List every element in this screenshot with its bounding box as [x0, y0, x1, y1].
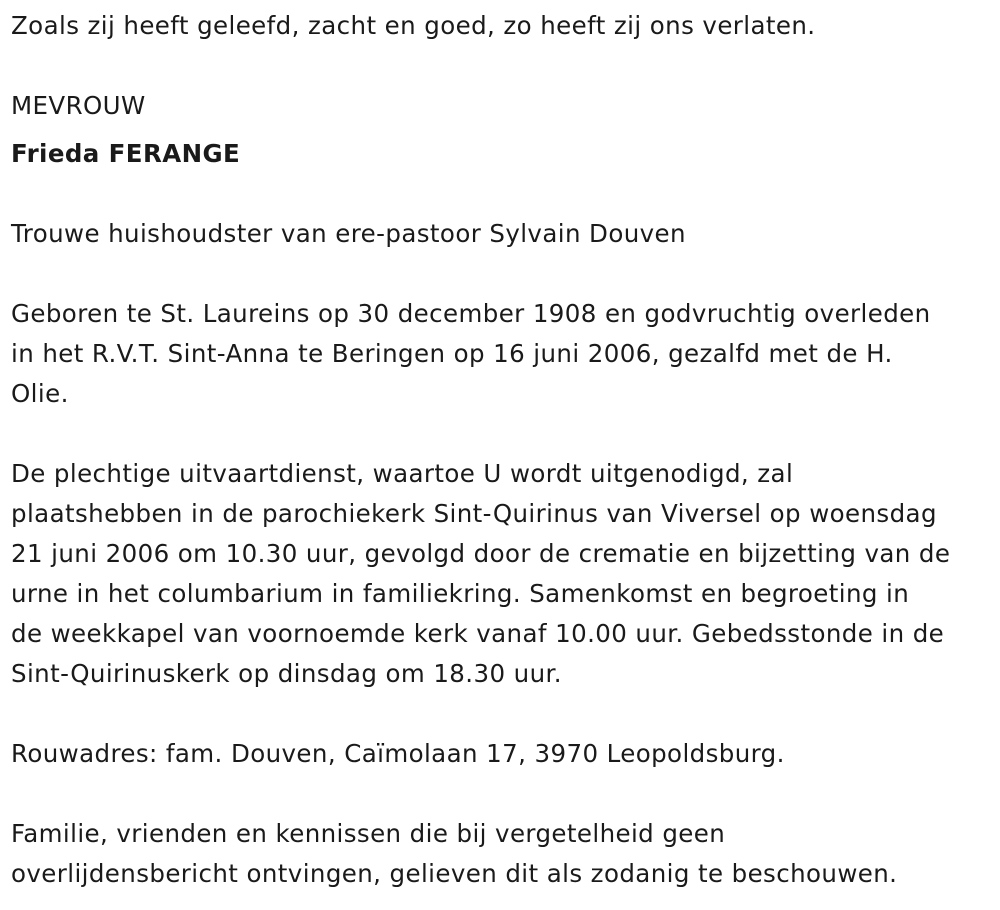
paragraph-line: De plechtige uitvaartdienst, waartoe U wordt uitgenodigd, zal — [11, 459, 794, 488]
honorific-title: MEVROUW — [11, 91, 146, 120]
paragraph-line: Familie, vrienden en kennissen die bij vergetelheid geen — [11, 819, 726, 848]
birth-death-paragraph — [11, 294, 931, 414]
motto-text: Zoals zij heeft geleefd, zacht en goed, zo heeft zij ons verlaten. — [11, 11, 816, 40]
mourning-address: Rouwadres: fam. Douven, Caïmolaan 17, 3970 Leopoldsburg. — [11, 739, 785, 768]
deceased-name: Frieda FERANGE — [11, 139, 241, 168]
closing-paragraph — [11, 814, 897, 894]
paragraph-line: Sint-Quirinuskerk op dinsdag om 18.30 uur. — [11, 659, 562, 688]
paragraph-line: 21 juni 2006 om 10.30 uur, gevolgd door de crematie en bijzetting van de — [11, 539, 951, 568]
role-description: Trouwe huishoudster van ere-pastoor Sylvain Douven — [11, 219, 686, 248]
paragraph-line: Geboren te St. Laureins op 30 december 1908 en godvruchtig overleden — [11, 299, 931, 328]
paragraph-line: plaatshebben in de parochiekerk Sint-Quirinus van Viversel op woensdag — [11, 499, 937, 528]
paragraph-line: de weekkapel van voornoemde kerk vanaf 10.00 uur. Gebedsstonde in de — [11, 619, 945, 648]
paragraph-line: overlijdensbericht ontvingen, gelieven dit als zodanig te beschouwen. — [11, 859, 898, 888]
paragraph-line: urne in het columbarium in familiekring. Samenkomst en begroeting in — [11, 579, 910, 608]
paragraph-line: Olie. — [11, 379, 69, 408]
funeral-paragraph — [11, 454, 950, 694]
paragraph-line: in het R.V.T. Sint-Anna te Beringen op 16 juni 2006, gezalfd met de H. — [11, 339, 893, 368]
